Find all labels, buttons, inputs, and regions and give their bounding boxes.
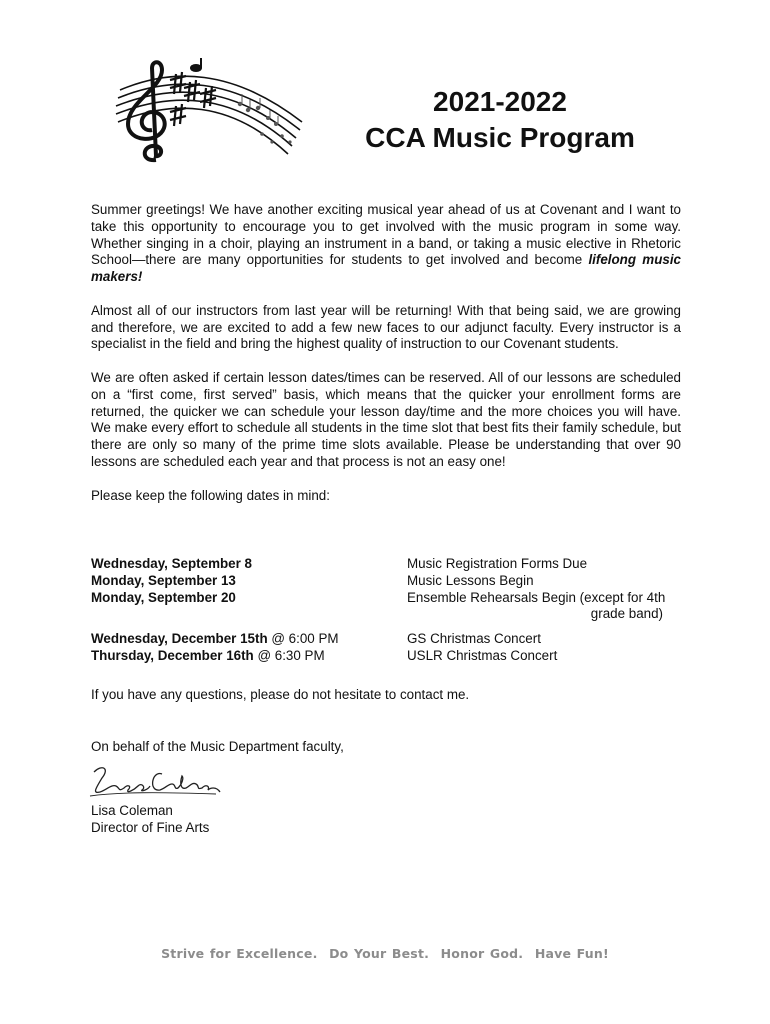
date-label: Monday, September 20: [91, 589, 236, 605]
motto-item: Honor God.: [440, 946, 524, 961]
signer-block: [91, 802, 209, 836]
motto-item: Strive for Excellence.: [161, 946, 318, 961]
signature-image: [88, 762, 223, 800]
date-row: [91, 573, 681, 590]
title-year: 2021-2022: [433, 86, 567, 117]
event-label: USLR Christmas Concert: [407, 647, 558, 663]
event-label: Ensemble Rehearsals Begin (except for 4th: [407, 589, 666, 605]
date-row: [91, 556, 681, 573]
emphasis-text: lifelong music makers!: [91, 252, 681, 285]
paragraph-dates-intro: Please keep the following dates in mind:: [91, 487, 330, 503]
title-program: CCA Music Program: [365, 122, 635, 153]
time-label: @ 6:00 PM: [267, 631, 339, 647]
event-label: GS Christmas Concert: [407, 631, 541, 647]
music-staff-treble-clef-icon: [112, 58, 307, 170]
date-row: [91, 631, 681, 648]
time-label: @ 6:30 PM: [253, 647, 325, 663]
motto-item: Do Your Best.: [329, 946, 430, 961]
paragraph-lessons: We are often asked if certain lesson dates/times can be reserved. All of our lessons are scheduled on a “first come, first served” basis, which means that the quicker your enrollment forms are returned, the quicker we can schedule your lesson day/time and the more choices you will have. We make every effort to schedule all students in the time slot that best fits their family schedule, but there are only so many of the prime time slots available. Please be understanding that over 90 lessons are scheduled each year and that process is not an easy one!: [91, 369, 681, 469]
date-label: Wednesday, December 15th: [91, 631, 268, 647]
date-row: [91, 590, 681, 624]
motto-item: Have Fun!: [534, 946, 609, 961]
behalf-line: On behalf of the Music Department faculty,: [91, 739, 344, 754]
signer-role: Director of Fine Arts: [91, 820, 210, 835]
date-label: Wednesday, September 8: [91, 556, 252, 571]
footer-motto: [0, 946, 770, 961]
event-label: Music Lessons Begin: [407, 572, 534, 588]
questions-line: If you have any questions, please do not hesitate to contact me.: [91, 687, 470, 702]
paragraph-instructors: Almost all of our instructors from last year will be returning! With that being said, we are growing and therefore, we are excited to add a few new faces to our adjunct faculty. Every instructor is a specialist in the field and bring the highest quality of instruction to our Covenant students.: [91, 302, 681, 352]
event-label-continued: grade band): [590, 606, 663, 622]
signer-name: Lisa Coleman: [91, 803, 173, 818]
title-block: [345, 84, 655, 156]
date-label: Thursday, December 16th: [91, 647, 254, 663]
dates-table: [91, 556, 681, 665]
event-label: Music Registration Forms Due: [407, 556, 588, 571]
letter-body: [91, 202, 681, 521]
date-row: [91, 648, 681, 665]
paragraph-greeting-text: Summer greetings! We have another exciting musical year ahead of us at Covenant and I want to take this opportunity to encourage you to get involved with the music program in some way. Whether singing in a choir, playing an instrument in a band, or taking a music elective in Rhetoric School—there are many opportunities for students to get involved and become: [91, 202, 681, 268]
paragraph-greeting: [91, 202, 681, 286]
date-label: Monday, September 13: [91, 572, 236, 588]
